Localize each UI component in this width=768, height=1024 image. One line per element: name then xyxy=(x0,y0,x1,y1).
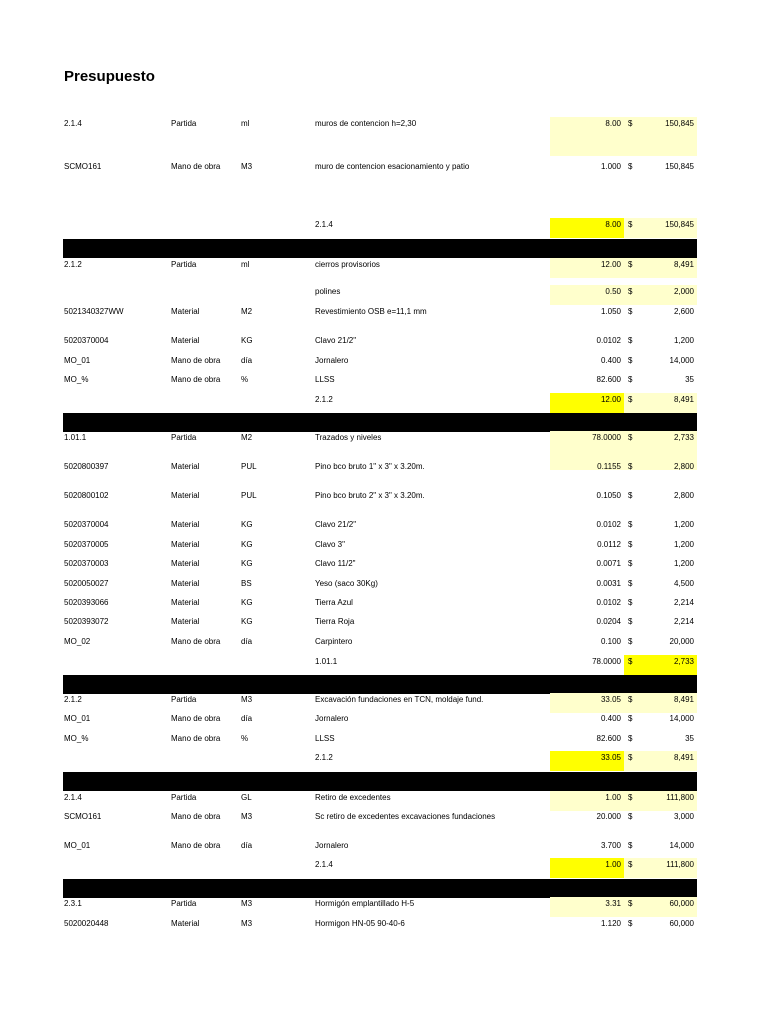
currency-cell: $ xyxy=(628,462,633,471)
table-row xyxy=(63,305,697,325)
description-cell: Jornalero xyxy=(315,841,349,850)
currency-cell: $ xyxy=(628,579,633,588)
unit-cell: % xyxy=(241,734,249,743)
quantity-cell: 82.600 xyxy=(596,734,621,743)
table-row xyxy=(63,285,697,305)
subtotal-row xyxy=(63,751,697,771)
currency-cell: $ xyxy=(628,734,633,743)
quantity-cell: 12.00 xyxy=(550,393,624,413)
quantity-cell: 0.0102 xyxy=(596,520,621,529)
currency-cell: $ xyxy=(628,336,633,345)
price-cell: 20,000 xyxy=(669,637,694,646)
type-cell: Material xyxy=(171,579,200,588)
unit-cell: KG xyxy=(241,598,253,607)
table-row xyxy=(63,615,697,635)
currency-cell: $ xyxy=(628,617,633,626)
quantity-cell: 20.000 xyxy=(596,812,621,821)
code-cell: 5020393066 xyxy=(64,598,109,607)
currency-cell: $ xyxy=(624,393,644,413)
price-cell: 2,733 xyxy=(644,655,697,675)
quantity-cell: 0.400 xyxy=(600,714,621,723)
price-cell: 1,200 xyxy=(673,520,694,529)
description-cell: Hormigón emplantillado H-5 xyxy=(315,899,415,908)
unit-cell: % xyxy=(241,375,249,384)
type-cell: Mano de obra xyxy=(171,714,221,723)
unit-cell: PUL xyxy=(241,491,257,500)
description-cell: LLSS xyxy=(315,734,335,743)
unit-cell: KG xyxy=(241,559,253,568)
price-cell: 14,000 xyxy=(669,841,694,850)
currency-cell: $ xyxy=(624,218,644,238)
price-cell: 60,000 xyxy=(644,897,697,917)
code-cell: 2.1.4 xyxy=(64,793,82,802)
quantity-cell: 1.00 xyxy=(550,791,624,811)
description-cell: Clavo 21/2" xyxy=(315,336,357,345)
quantity-cell: 3.31 xyxy=(550,897,624,917)
unit-cell: M3 xyxy=(241,899,253,908)
price-cell: 2,800 xyxy=(673,491,694,500)
unit-cell: M3 xyxy=(241,919,253,928)
price-cell: 3,000 xyxy=(673,812,694,821)
currency-cell: $ xyxy=(628,540,633,549)
unit-cell: KG xyxy=(241,336,253,345)
table-row xyxy=(63,538,697,558)
price-cell: 111,800 xyxy=(644,858,697,878)
price-cell: 2,800 xyxy=(673,462,694,471)
description-cell: Clavo 21/2" xyxy=(315,520,357,529)
page-title: Presupuesto xyxy=(64,68,155,85)
section-divider xyxy=(63,239,697,258)
price-cell: 2,214 xyxy=(673,598,694,607)
unit-cell: día xyxy=(241,356,253,365)
unit-cell: M2 xyxy=(241,307,253,316)
description-cell: Carpintero xyxy=(315,637,353,646)
price-cell: 14,000 xyxy=(669,714,694,723)
currency-cell: $ xyxy=(624,858,644,878)
type-cell: Partida xyxy=(171,695,197,704)
table-row xyxy=(63,518,697,538)
currency-cell: $ xyxy=(628,714,633,723)
quantity-cell: 33.05 xyxy=(550,751,624,771)
code-cell: 5020370003 xyxy=(64,559,109,568)
description-cell: Pino bco bruto 1" x 3" x 3.20m. xyxy=(315,462,425,471)
price-cell: 60,000 xyxy=(669,919,694,928)
code-cell: 5020800102 xyxy=(64,491,109,500)
description-cell: 1.01.1 xyxy=(315,657,338,666)
code-cell: 5021340327WW xyxy=(64,307,124,316)
subtotal-row xyxy=(63,655,697,675)
code-cell: 5020370005 xyxy=(64,540,109,549)
currency-cell: $ xyxy=(624,117,644,156)
price-cell: 2,214 xyxy=(673,617,694,626)
type-cell: Material xyxy=(171,919,200,928)
code-cell: 2.3.1 xyxy=(64,899,82,908)
currency-cell: $ xyxy=(628,356,633,365)
description-cell: Tierra Azul xyxy=(315,598,353,607)
code-cell: MO_% xyxy=(64,375,89,384)
quantity-cell: 12.00 xyxy=(550,258,624,278)
table-row xyxy=(63,596,697,616)
price-cell: 2,000 xyxy=(644,285,697,305)
unit-cell: M3 xyxy=(241,162,253,171)
section-divider xyxy=(63,675,697,694)
type-cell: Mano de obra xyxy=(171,162,221,171)
table-row xyxy=(63,810,697,830)
quantity-cell: 78.0000 xyxy=(592,657,621,666)
unit-cell: M3 xyxy=(241,695,253,704)
subtotal-row xyxy=(63,858,697,878)
type-cell: Material xyxy=(171,462,200,471)
description-cell: Clavo 3" xyxy=(315,540,345,549)
quantity-cell: 0.0102 xyxy=(596,336,621,345)
quantity-cell: 0.0204 xyxy=(596,617,621,626)
type-cell: Mano de obra xyxy=(171,356,221,365)
description-cell: 2.1.2 xyxy=(315,753,333,762)
currency-cell: $ xyxy=(628,812,633,821)
price-cell: 1,200 xyxy=(673,559,694,568)
code-cell: 5020020448 xyxy=(64,919,109,928)
type-cell: Material xyxy=(171,559,200,568)
unit-cell: M2 xyxy=(241,433,253,442)
table-row xyxy=(63,160,697,180)
quantity-cell: 33.05 xyxy=(550,693,624,713)
section-divider xyxy=(63,879,697,898)
type-cell: Partida xyxy=(171,899,197,908)
description-cell: cierros provisorios xyxy=(315,260,380,269)
table-row xyxy=(63,897,697,917)
code-cell: MO_01 xyxy=(64,356,91,365)
price-cell: 2,733 xyxy=(644,431,697,470)
code-cell: MO_% xyxy=(64,734,89,743)
currency-cell: $ xyxy=(624,655,644,675)
currency-cell: $ xyxy=(628,307,633,316)
price-cell: 35 xyxy=(685,734,694,743)
price-cell: 1,200 xyxy=(673,336,694,345)
description-cell: Excavación fundaciones en TCN, moldaje fund. xyxy=(315,695,484,704)
type-cell: Material xyxy=(171,617,200,626)
currency-cell: $ xyxy=(628,598,633,607)
price-cell: 111,800 xyxy=(644,791,697,811)
type-cell: Material xyxy=(171,336,200,345)
description-cell: Trazados y niveles xyxy=(315,433,382,442)
description-cell: Jornalero xyxy=(315,714,349,723)
type-cell: Partida xyxy=(171,433,197,442)
price-cell: 1,200 xyxy=(673,540,694,549)
price-cell: 8,491 xyxy=(644,751,697,771)
quantity-cell: 0.0102 xyxy=(596,598,621,607)
quantity-cell: 0.0112 xyxy=(597,540,621,549)
type-cell: Material xyxy=(171,520,200,529)
currency-cell: $ xyxy=(624,285,644,305)
subtotal-row xyxy=(63,393,697,413)
unit-cell: día xyxy=(241,714,253,723)
currency-cell: $ xyxy=(624,693,644,713)
quantity-cell: 0.0031 xyxy=(596,579,621,588)
table-row xyxy=(63,431,697,451)
type-cell: Mano de obra xyxy=(171,637,221,646)
quantity-cell: 82.600 xyxy=(596,375,621,384)
currency-cell: $ xyxy=(628,162,633,171)
price-cell: 150,845 xyxy=(665,162,694,171)
table-row xyxy=(63,712,697,732)
quantity-cell: 0.1155 xyxy=(597,462,621,471)
price-cell: 2,600 xyxy=(673,307,694,316)
type-cell: Mano de obra xyxy=(171,812,221,821)
description-cell: Revestimiento OSB e=11,1 mm xyxy=(315,307,427,316)
description-cell: Yeso (saco 30Kg) xyxy=(315,579,378,588)
quantity-cell: 1.00 xyxy=(550,858,624,878)
table-row xyxy=(63,557,697,577)
description-cell: 2.1.4 xyxy=(315,220,333,229)
type-cell: Mano de obra xyxy=(171,375,221,384)
quantity-cell: 0.50 xyxy=(550,285,624,305)
unit-cell: día xyxy=(241,841,253,850)
description-cell: Tierra Roja xyxy=(315,617,355,626)
code-cell: MO_01 xyxy=(64,841,91,850)
currency-cell: $ xyxy=(624,258,644,278)
subtotal-row xyxy=(63,218,697,238)
code-cell: 5020393072 xyxy=(64,617,109,626)
code-cell: 5020370004 xyxy=(64,520,109,529)
code-cell: 5020050027 xyxy=(64,579,109,588)
quantity-cell: 1.120 xyxy=(600,919,621,928)
table-row xyxy=(63,117,697,137)
quantity-cell: 1.000 xyxy=(600,162,621,171)
price-cell: 14,000 xyxy=(669,356,694,365)
table-row xyxy=(63,732,697,752)
table-row xyxy=(63,373,697,393)
price-cell: 150,845 xyxy=(644,117,697,156)
table-row xyxy=(63,693,697,713)
code-cell: 2.1.2 xyxy=(64,695,82,704)
table-row xyxy=(63,460,697,480)
description-cell: muro de contencion esacionamiento y patio xyxy=(315,162,470,171)
description-cell: Hormigon HN-05 90-40-6 xyxy=(315,919,405,928)
type-cell: Material xyxy=(171,540,200,549)
currency-cell: $ xyxy=(628,491,633,500)
type-cell: Material xyxy=(171,491,200,500)
unit-cell: día xyxy=(241,637,253,646)
unit-cell: ml xyxy=(241,119,250,128)
quantity-cell: 0.400 xyxy=(600,356,621,365)
price-cell: 8,491 xyxy=(644,258,697,278)
description-cell: 2.1.4 xyxy=(315,860,333,869)
description-cell: Sc retiro de excedentes excavaciones fundaciones xyxy=(315,812,496,821)
description-cell: Pino bco bruto 2" x 3" x 3.20m. xyxy=(315,491,425,500)
currency-cell: $ xyxy=(624,751,644,771)
unit-cell: KG xyxy=(241,520,253,529)
price-cell: 8,491 xyxy=(644,693,697,713)
table-row xyxy=(63,489,697,509)
table-row xyxy=(63,635,697,655)
table-row xyxy=(63,334,697,354)
currency-cell: $ xyxy=(628,841,633,850)
code-cell: 5020800397 xyxy=(64,462,109,471)
price-cell: 35 xyxy=(685,375,694,384)
type-cell: Partida xyxy=(171,260,197,269)
unit-cell: GL xyxy=(241,793,252,802)
unit-cell: PUL xyxy=(241,462,257,471)
section-divider xyxy=(63,772,697,791)
type-cell: Partida xyxy=(171,793,197,802)
currency-cell: $ xyxy=(628,919,633,928)
code-cell: SCMO161 xyxy=(64,812,102,821)
table-row xyxy=(63,839,697,859)
currency-cell: $ xyxy=(628,559,633,568)
quantity-cell: 0.100 xyxy=(600,637,621,646)
code-cell: MO_02 xyxy=(64,637,91,646)
quantity-cell: 8.00 xyxy=(550,117,624,156)
description-cell: polines xyxy=(315,287,341,296)
price-cell: 8,491 xyxy=(644,393,697,413)
quantity-cell: 78.0000 xyxy=(550,431,624,470)
code-cell: 1.01.1 xyxy=(64,433,87,442)
description-cell: Clavo 11/2" xyxy=(315,559,356,568)
currency-cell: $ xyxy=(628,637,633,646)
code-cell: MO_01 xyxy=(64,714,91,723)
table-row xyxy=(63,791,697,811)
type-cell: Partida xyxy=(171,119,197,128)
currency-cell: $ xyxy=(628,375,633,384)
code-cell: 2.1.4 xyxy=(64,119,82,128)
currency-cell: $ xyxy=(624,791,644,811)
table-row xyxy=(63,917,697,937)
quantity-cell: 1.050 xyxy=(600,307,621,316)
table-row xyxy=(63,577,697,597)
description-cell: muros de contencion h=2,30 xyxy=(315,119,417,128)
type-cell: Material xyxy=(171,598,200,607)
unit-cell: KG xyxy=(241,540,253,549)
quantity-cell: 3.700 xyxy=(600,841,621,850)
type-cell: Mano de obra xyxy=(171,734,221,743)
quantity-cell: 8.00 xyxy=(550,218,624,238)
description-cell: Jornalero xyxy=(315,356,349,365)
unit-cell: BS xyxy=(241,579,252,588)
code-cell: 2.1.2 xyxy=(64,260,82,269)
table-row xyxy=(63,258,697,278)
quantity-cell: 0.0071 xyxy=(596,559,621,568)
description-cell: 2.1.2 xyxy=(315,395,333,404)
currency-cell: $ xyxy=(624,431,644,470)
currency-cell: $ xyxy=(624,897,644,917)
table-row xyxy=(63,354,697,374)
description-cell: Retiro de excedentes xyxy=(315,793,391,802)
price-cell: 150,845 xyxy=(644,218,697,238)
code-cell: 5020370004 xyxy=(64,336,109,345)
unit-cell: M3 xyxy=(241,812,253,821)
quantity-cell: 0.1050 xyxy=(596,491,621,500)
description-cell: LLSS xyxy=(315,375,335,384)
unit-cell: KG xyxy=(241,617,253,626)
type-cell: Material xyxy=(171,307,200,316)
currency-cell: $ xyxy=(628,520,633,529)
code-cell: SCMO161 xyxy=(64,162,102,171)
price-cell: 4,500 xyxy=(673,579,694,588)
unit-cell: ml xyxy=(241,260,250,269)
section-divider xyxy=(63,413,697,432)
type-cell: Mano de obra xyxy=(171,841,221,850)
